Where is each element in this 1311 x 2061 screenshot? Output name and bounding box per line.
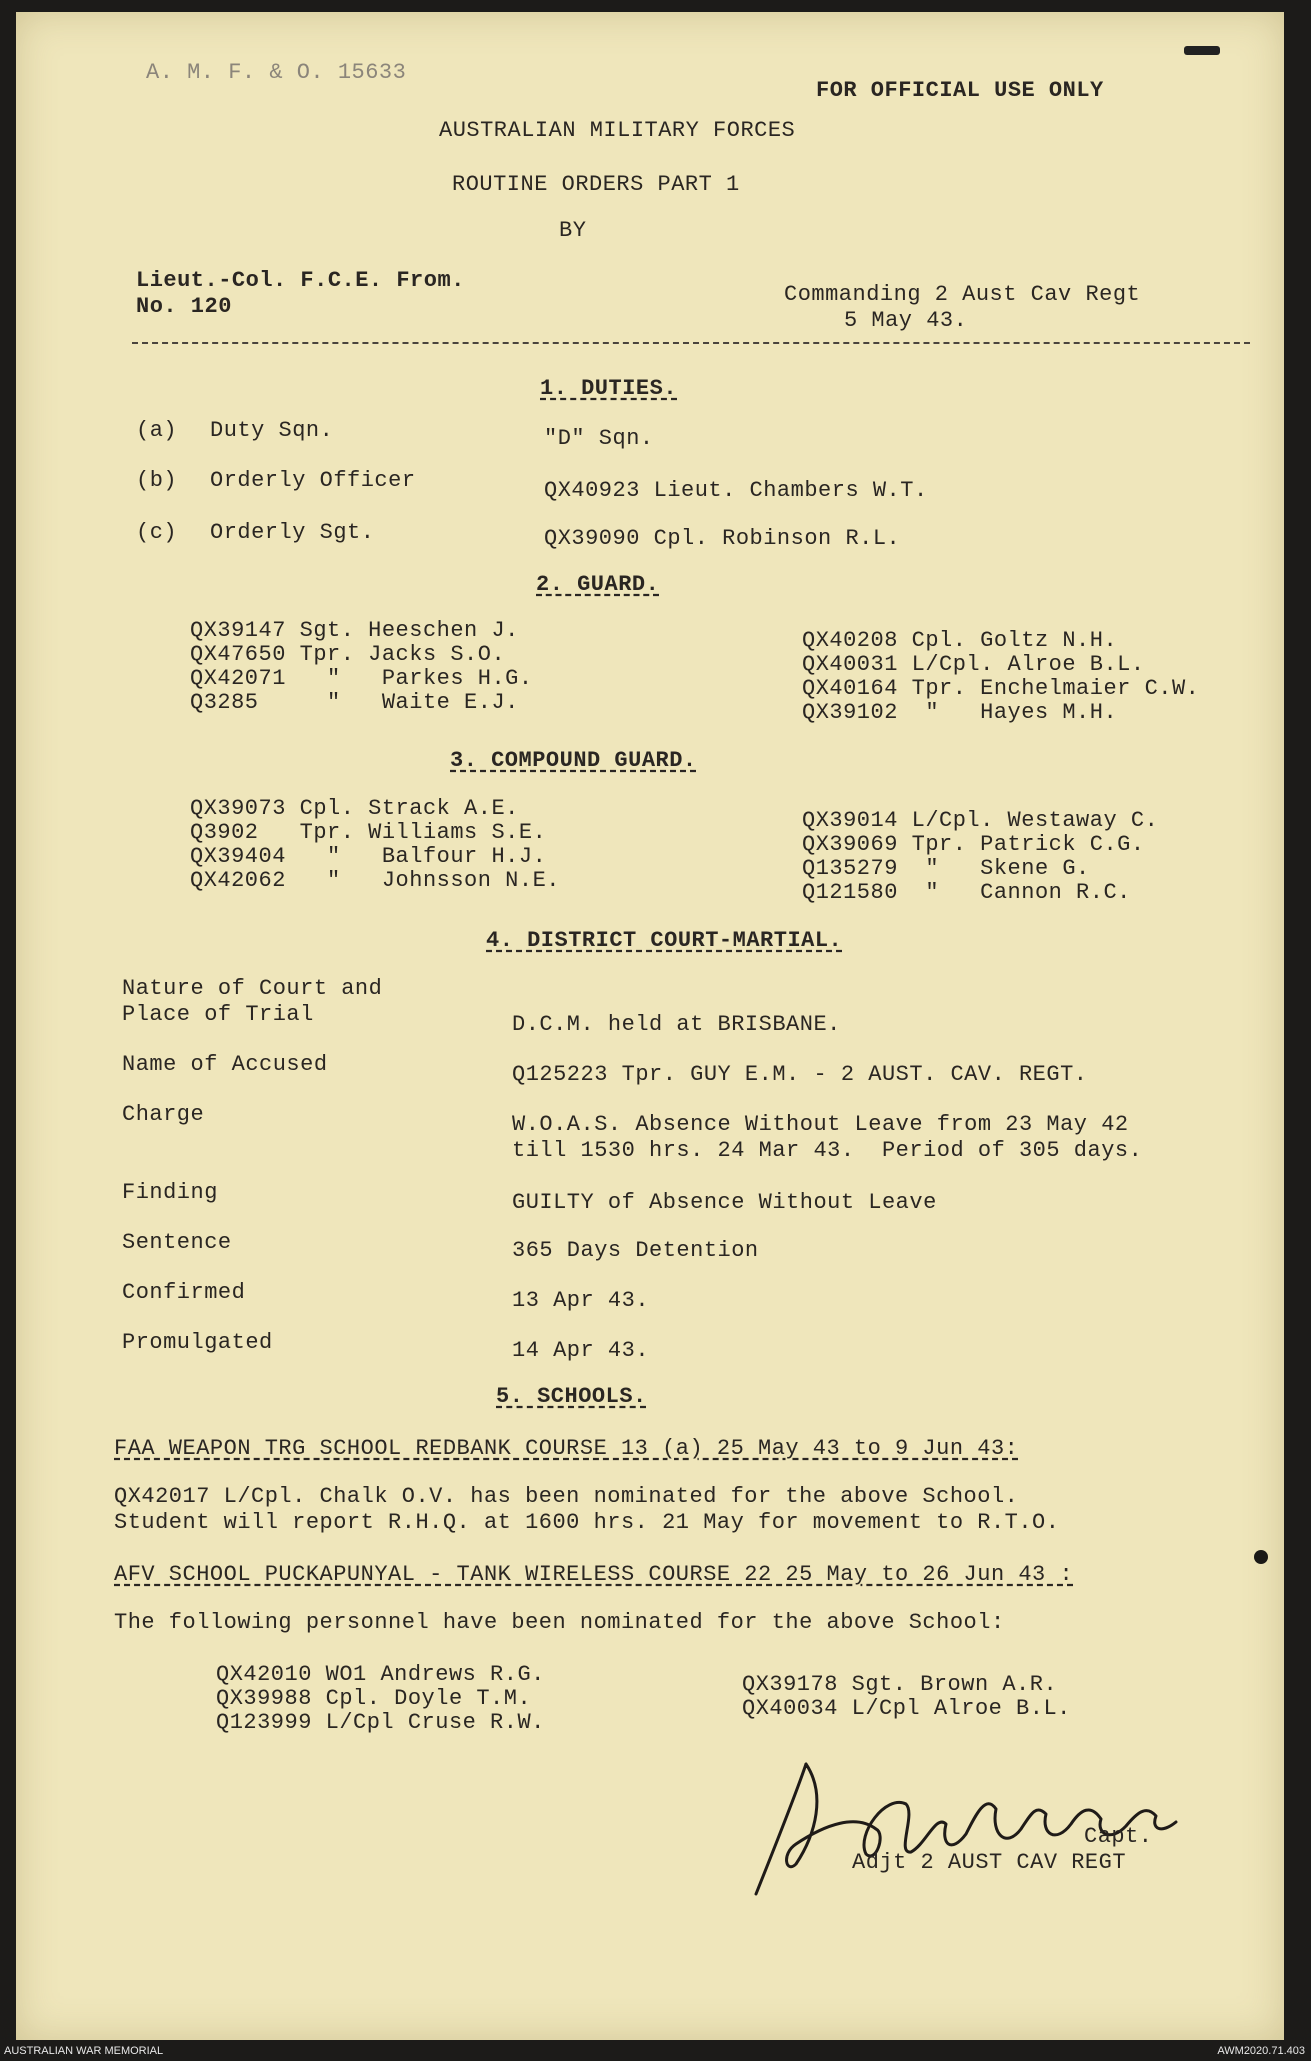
court-martial-label: Promulgated xyxy=(122,1330,273,1355)
duties-heading: 1. DUTIES. xyxy=(540,376,678,401)
court-martial-value: D.C.M. held at BRISBANE. xyxy=(512,1012,841,1037)
court-martial-value: 365 Days Detention xyxy=(512,1238,759,1263)
guard-entry: QX40031 L/Cpl. Alroe B.L. xyxy=(802,652,1145,677)
duty-assignee: QX39090 Cpl. Robinson R.L. xyxy=(544,526,901,551)
court-martial-value: Q125223 Tpr. GUY E.M. - 2 AUST. CAV. REGT. xyxy=(512,1062,1088,1087)
guard-entry: QX47650 Tpr. Jacks S.O. xyxy=(190,642,506,667)
course-title: AFV SCHOOL PUCKAPUNYAL - TANK WIRELESS COURSE 22 25 May to 26 Jun 43 : xyxy=(114,1562,1074,1587)
course-intro: The following personnel have been nominated for the above School: xyxy=(114,1610,1005,1635)
court-martial-value: 14 Apr 43. xyxy=(512,1338,650,1363)
archive-accession-number: AWM2020.71.403 xyxy=(1217,2045,1305,2057)
handwritten-signature xyxy=(736,1734,1216,1904)
by-label: BY xyxy=(559,218,587,243)
court-martial-label: Nature of Court and Place of Trial xyxy=(122,976,383,1027)
ink-mark xyxy=(1184,46,1220,55)
order-number: No. 120 xyxy=(136,294,232,319)
archive-footer xyxy=(0,2042,1311,2061)
course-nominee: QX39988 Cpl. Doyle T.M. xyxy=(216,1686,532,1711)
compound-guard-entry: QX39014 L/Cpl. Westaway C. xyxy=(802,808,1159,833)
court-martial-label: Confirmed xyxy=(122,1280,246,1305)
guard-heading: 2. GUARD. xyxy=(536,572,660,597)
duty-role: Orderly Officer xyxy=(210,468,416,493)
guard-entry: QX42071 " Parkes H.G. xyxy=(190,666,533,691)
course-nominee: QX42010 WO1 Andrews R.G. xyxy=(216,1662,545,1687)
punch-hole xyxy=(1254,1550,1268,1564)
court-martial-label: Name of Accused xyxy=(122,1052,328,1077)
guard-entry: QX40208 Cpl. Goltz N.H. xyxy=(802,628,1118,653)
guard-entry: QX39147 Sgt. Heeschen J. xyxy=(190,618,519,643)
order-date: 5 May 43. xyxy=(844,308,968,333)
guard-entry: QX39102 " Hayes M.H. xyxy=(802,700,1118,725)
header-divider xyxy=(132,342,1250,344)
court-martial-label: Charge xyxy=(122,1102,205,1127)
compound-guard-entry: QX39404 " Balfour H.J. xyxy=(190,844,547,869)
course-nominee: Q123999 L/Cpl Cruse R.W. xyxy=(216,1710,545,1735)
course-title: FAA WEAPON TRG SCHOOL REDBANK COURSE 13 (a) 25 May 43 to 9 Jun 43: xyxy=(114,1436,1019,1461)
course-nominee: QX40034 L/Cpl Alroe B.L. xyxy=(742,1696,1071,1721)
document-page xyxy=(16,12,1284,2040)
archive-name: AUSTRALIAN WAR MEMORIAL xyxy=(4,2045,164,2057)
course-nominee: QX39178 Sgt. Brown A.R. xyxy=(742,1672,1058,1697)
compound-guard-entry: Q135279 " Skene G. xyxy=(802,856,1090,881)
signatory-rank: Capt. xyxy=(1084,1824,1153,1849)
classification-label: FOR OFFICIAL USE ONLY xyxy=(816,78,1104,103)
compound-guard-entry: QX39073 Cpl. Strack A.E. xyxy=(190,796,519,821)
duty-index: (a) xyxy=(136,418,178,443)
court-martial-value: 13 Apr 43. xyxy=(512,1288,650,1313)
course-text: QX42017 L/Cpl. Chalk O.V. has been nominated for the above School. Student will report R.H.Q. at 1600 hrs. 21 May for movement to R.T.O. xyxy=(114,1484,1060,1535)
guard-entry: QX40164 Tpr. Enchelmaier C.W. xyxy=(802,676,1200,701)
duty-index: (b) xyxy=(136,468,178,493)
court-martial-label: Finding xyxy=(122,1180,218,1205)
issuer-name: Lieut.-Col. F.C.E. From. xyxy=(136,268,465,293)
compound-guard-entry: Q3902 Tpr. Williams S.E. xyxy=(190,820,547,845)
command-line: Commanding 2 Aust Cav Regt xyxy=(784,282,1141,307)
guard-entry: Q3285 " Waite E.J. xyxy=(190,690,519,715)
schools-heading: 5. SCHOOLS. xyxy=(496,1384,647,1409)
court-martial-value: GUILTY of Absence Without Leave xyxy=(512,1190,937,1215)
compound-guard-heading: 3. COMPOUND GUARD. xyxy=(450,748,697,773)
organisation-title: AUSTRALIAN MILITARY FORCES xyxy=(439,118,796,143)
duty-assignee: QX40923 Lieut. Chambers W.T. xyxy=(544,478,928,503)
file-reference: A. M. F. & O. 15633 xyxy=(146,60,407,85)
court-martial-value: W.O.A.S. Absence Without Leave from 23 May 42 till 1530 hrs. 24 Mar 43. Period of 305 days. xyxy=(512,1112,1143,1163)
duty-assignee: "D" Sqn. xyxy=(544,426,654,451)
compound-guard-entry: Q121580 " Cannon R.C. xyxy=(802,880,1131,905)
compound-guard-entry: QX39069 Tpr. Patrick C.G. xyxy=(802,832,1145,857)
compound-guard-entry: QX42062 " Johnsson N.E. xyxy=(190,868,560,893)
court-martial-heading: 4. DISTRICT COURT-MARTIAL. xyxy=(486,928,843,953)
duty-role: Orderly Sgt. xyxy=(210,520,375,545)
duty-index: (c) xyxy=(136,520,178,545)
signatory-appointment: Adjt 2 AUST CAV REGT xyxy=(852,1850,1127,1875)
court-martial-label: Sentence xyxy=(122,1230,232,1255)
document-title: ROUTINE ORDERS PART 1 xyxy=(452,172,740,197)
duty-role: Duty Sqn. xyxy=(210,418,334,443)
